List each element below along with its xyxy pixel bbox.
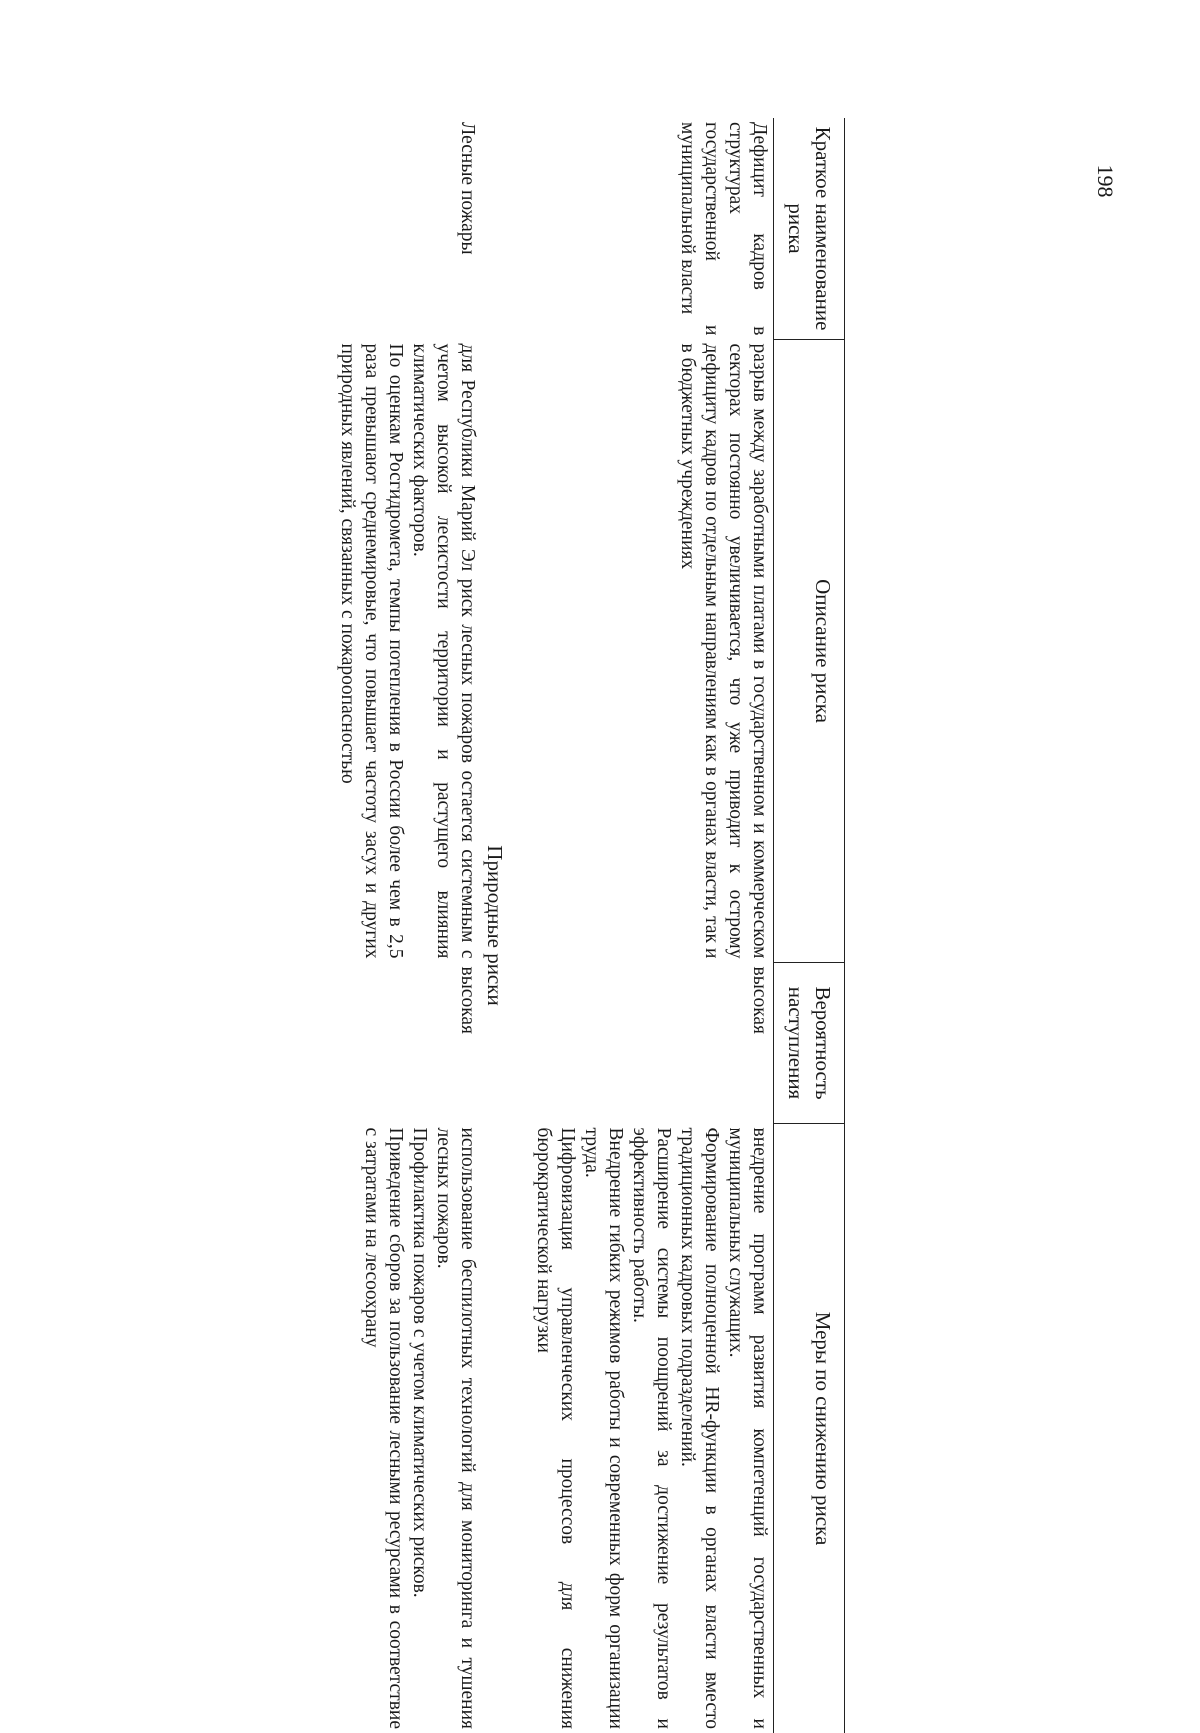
header-name: Краткое наименование риска xyxy=(774,118,845,340)
risk-name-cell: Лесные пожары xyxy=(333,118,481,340)
table-body xyxy=(333,118,774,1733)
header-probability: Вероятность наступления xyxy=(774,963,845,1124)
risk-name-cell: Дефицит кадров в структурах государственной и муниципальной власти xyxy=(511,118,774,340)
table-header xyxy=(774,118,845,1733)
measure-item: Профилактика пожаров с учетом климатических рисков. xyxy=(407,1128,431,1730)
risk-probability-cell: высокая xyxy=(333,963,481,1124)
description-paragraph: для Республики Марий Эл риск лесных пожаров остается системным с учетом высокой лесистости территории и растущего влияния климатических факторов. xyxy=(407,344,479,959)
risk-measures-cell xyxy=(511,1124,774,1733)
measure-item: Приведение сборов за пользование лесными ресурсами в соответствие с затратами на лесоохрану xyxy=(359,1128,407,1730)
measure-item: Формирование полноценной HR-функции в органах власти вместо традиционных кадровых подразделений. xyxy=(675,1128,723,1730)
table-row xyxy=(333,118,481,1733)
header-row xyxy=(774,118,845,1733)
risk-table xyxy=(333,118,845,1733)
description-paragraph: По оценкам Росгидромета, темпы потепления в России более чем в 2,5 раза превышают среднемировые, что повышает частоту засух и других природных явлений, связанных с пожароопасностью xyxy=(335,344,407,959)
section-header-row xyxy=(481,118,511,1733)
rotated-page-content xyxy=(205,118,845,1698)
risk-measures-cell xyxy=(333,1124,481,1733)
measure-item: внедрение программ развития компетенций государственных и муниципальных служащих. xyxy=(723,1128,771,1730)
risk-probability-cell: высокая xyxy=(511,963,774,1124)
measure-item: Внедрение гибких режимов работы и современных форм организации труда. xyxy=(579,1128,627,1730)
risk-description-cell xyxy=(333,340,481,963)
measure-item: использование беспилотных технологий для мониторинга и тушения лесных пожаров. xyxy=(431,1128,479,1730)
table-row xyxy=(511,118,774,1733)
risk-description-cell: разрыв между заработными платами в государственном и коммерческом секторах постоянно увеличивается, что уже приводит к острому дефициту кадров по отдельным направлениям как в органах власти, так и в бюджетных учреждениях xyxy=(511,340,774,963)
measure-item: Расширение системы поощрений за достижение результатов и эффективность работы. xyxy=(627,1128,675,1730)
header-description: Описание риска xyxy=(774,340,845,963)
measure-item: Цифровизация управленческих процессов для снижения бюрократической нагрузки xyxy=(531,1128,579,1730)
section-title: Природные риски xyxy=(481,118,511,1733)
page-number: 198 xyxy=(1094,165,1116,198)
header-measures: Меры по снижению риска xyxy=(774,1124,845,1733)
